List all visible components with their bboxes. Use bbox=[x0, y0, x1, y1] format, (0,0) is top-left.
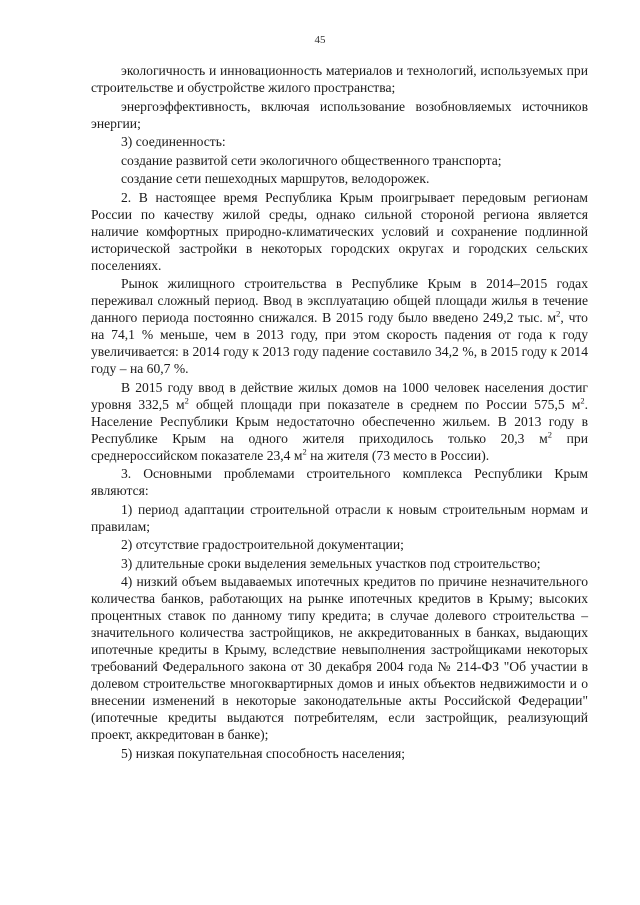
text-segment: 5) низкая покупательная способность населения; bbox=[121, 745, 405, 761]
paragraph-public-transport bbox=[91, 152, 588, 169]
text-segment: 3) соединенность: bbox=[121, 134, 226, 149]
paragraph-housing-commissioning bbox=[91, 379, 588, 464]
superscript: 2 bbox=[556, 308, 561, 319]
list-item-urban-documentation bbox=[91, 536, 588, 553]
text-segment: на жителя (73 место в России). bbox=[306, 447, 490, 463]
list-item-adaptation bbox=[91, 501, 588, 535]
page-number: 45 bbox=[314, 34, 326, 46]
text-segment: общей площади при показателе в среднем по России 575,5 м bbox=[188, 396, 581, 412]
text-segment: В 2015 году ввод в действие жилых домов на 1000 человек населения достиг уровня 332,5 м bbox=[91, 379, 588, 412]
text-segment: создание развитой сети экологичного общественного транспорта; bbox=[121, 152, 502, 168]
text-segment: экологичность и инновационность материалов и технологий, используемых при строительстве и обустройстве жилого пространства; bbox=[91, 63, 588, 95]
paragraph-living-environment bbox=[91, 189, 588, 274]
text-segment: при среднероссийском показателе 23,4 м bbox=[91, 430, 589, 463]
text-segment: энергоэффективность, включая использование возобновляемых источников энергии; bbox=[91, 98, 588, 131]
paragraph-eco-materials bbox=[91, 62, 588, 96]
superscript: 2 bbox=[580, 394, 585, 405]
document-body bbox=[91, 62, 588, 763]
paragraph-main-problems bbox=[91, 465, 588, 499]
text-segment: 2. В настоящее время Республика Крым проигрывает передовым регионам России по качеству жилой среды, однако сильной стороной региона является наличие комфортных природно-климатических условий и сохранение подлинной исторической застройки в некоторых городских округах и городских сельских поселениях. bbox=[91, 189, 588, 273]
text-segment: создание сети пешеходных маршрутов, велодорожек. bbox=[121, 171, 430, 186]
superscript: 2 bbox=[547, 428, 552, 439]
text-segment: 2) отсутствие градостроительной документации; bbox=[121, 537, 404, 552]
list-item-mortgage bbox=[91, 573, 588, 743]
superscript: 2 bbox=[302, 445, 307, 456]
paragraph-connectivity bbox=[91, 133, 588, 150]
superscript: 2 bbox=[184, 394, 189, 405]
paragraph-pedestrian-routes bbox=[91, 170, 588, 187]
text-segment: 3) длительные сроки выделения земельных участков под строительство; bbox=[121, 555, 541, 571]
text-segment: 3. Основными проблемами строительного комплекса Республики Крым являются: bbox=[91, 466, 588, 498]
text-segment: . Население Республики Крым недостаточно обеспеченно жильем. В 2013 году в Республике Крым на одного жителя приходилось только 20,3 м bbox=[91, 396, 588, 446]
text-segment: , что на 74,1 % меньше, чем в 2013 году, при этом скорость падения от года к году увеличивается: в 2014 году к 2013 году падение составило 34,2 %, в 2015 году к 2014 году – на 60,7 %. bbox=[91, 310, 588, 376]
text-segment: 4) низкий объем выдаваемых ипотечных кредитов по причине незначительного количества банков, работающих на рынке ипотечных кредитов в Крыму; высоких процентных ставок по данному типу кредита; в случае долевого строительства – значительного количества застройщиков, не аккредитованных в банках, выдающих ипотечные кредиты в Крыму, вследствие невыполнения застройщиками некоторых требований Федерального закона от 30 декабря 2004 года № 214-ФЗ "Об участии в долевом строительстве многоквартирных домов и иных объектов недвижимости и о внесении изменений в некоторые законодательные акты Российской Федерации" (ипотечные кредиты выдаются потребителям, если застройщик, реализующий проект, аккредитован в банке); bbox=[91, 574, 588, 742]
list-item-land-allocation bbox=[91, 555, 588, 572]
list-item-purchasing-power bbox=[91, 745, 588, 762]
text-segment: Рынок жилищного строительства в Республике Крым в 2014–2015 годах переживал сложный период. Ввод в эксплуатацию общей площади жилья в течение данного периода постоянно снижался. В 2015 году было введено 249,2 тыс. м bbox=[91, 276, 588, 325]
paragraph-energy-efficiency bbox=[91, 98, 588, 132]
text-segment: 1) период адаптации строительной отрасли к новым строительным нормам и правилам; bbox=[91, 501, 588, 534]
paragraph-housing-market bbox=[91, 275, 588, 377]
